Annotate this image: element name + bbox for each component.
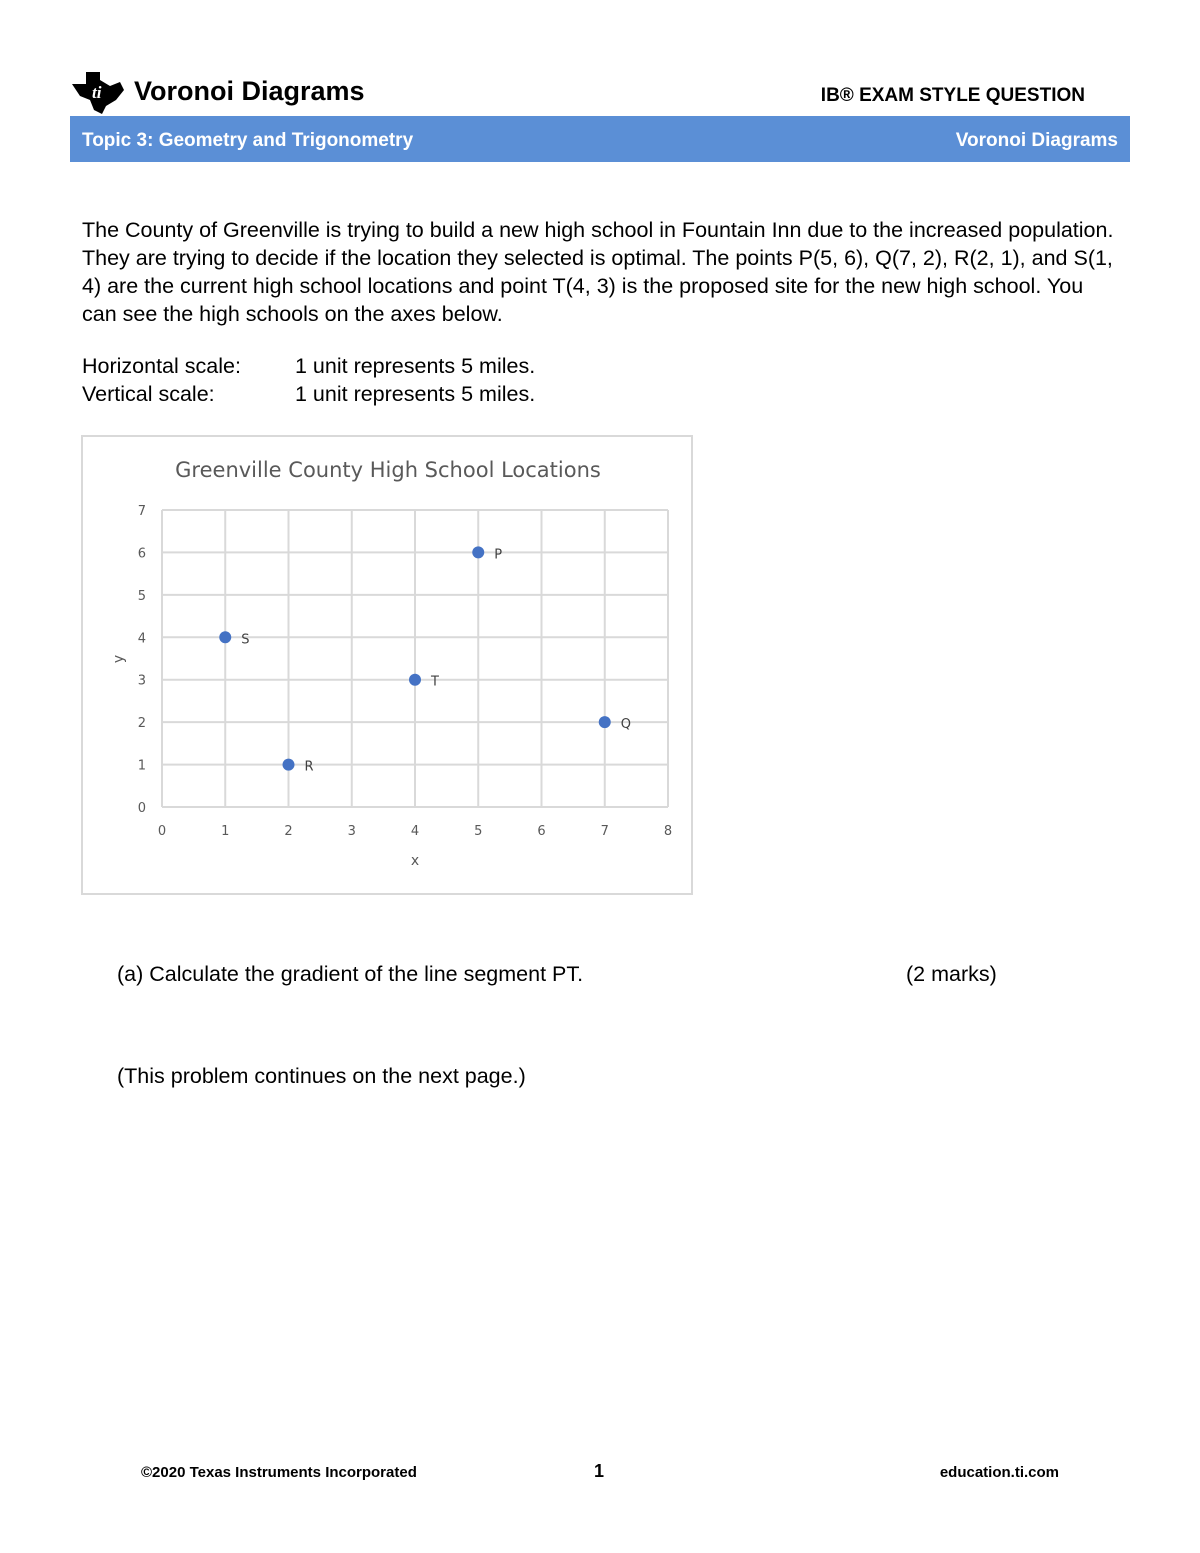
chart-points <box>219 546 631 774</box>
x-tick-label: 0 <box>157 824 167 839</box>
data-label-p: P <box>494 547 503 563</box>
y-tick-label: 7 <box>137 504 146 519</box>
data-label-q: Q <box>620 717 631 733</box>
x-tick-label: 1 <box>221 824 230 839</box>
y-axis-label: y <box>111 654 127 664</box>
y-tick-label: 1 <box>137 758 146 774</box>
question-a: (a) Calculate the gradient of the line segment PT. <box>117 962 584 986</box>
question-a-marks: (2 marks) <box>906 962 997 986</box>
data-label-s: S <box>241 632 250 648</box>
chart-tick-labels <box>138 504 672 839</box>
x-tick-label: 4 <box>410 824 420 839</box>
footer-copyright: ©2020 Texas Instruments Incorporated <box>141 1464 417 1481</box>
chart-grid <box>162 510 668 807</box>
data-point-t <box>409 674 421 686</box>
problem-intro: The County of Greenville is trying to build a new high school in Fountain Inn due to the increased population. They are trying to decide if the location they selected is optimal. The points P(5, 6), Q(7, 2), R(2, 1), and S(1, 4) are the current high school locations and point T(4, 3) is the proposed site for the new high school. You can see the high schools on the axes below. <box>82 218 1114 326</box>
vertical-scale-value: 1 unit represents 5 miles. <box>295 382 536 406</box>
chart-title: Greenville County High School Locations <box>175 458 601 482</box>
topic-banner <box>70 116 1130 162</box>
y-tick-label: 4 <box>137 631 146 647</box>
horizontal-scale-label: Horizontal scale: <box>82 354 241 378</box>
scatter-chart <box>81 435 693 895</box>
x-tick-label: 6 <box>537 824 546 839</box>
x-axis-label: x <box>410 853 420 869</box>
y-tick-label: 0 <box>137 801 146 816</box>
x-tick-label: 7 <box>600 824 609 839</box>
exam-style-label: IB® EXAM STYLE QUESTION <box>820 85 1085 106</box>
x-tick-label: 2 <box>284 824 293 839</box>
vertical-scale <box>82 382 535 407</box>
data-point-r <box>283 759 295 771</box>
y-tick-label: 5 <box>137 588 146 604</box>
topic-label: Topic 3: Geometry and Trigonometry <box>82 130 414 151</box>
footer-site: education.ti.com <box>939 1464 1059 1481</box>
document-title: Voronoi Diagrams <box>134 76 365 106</box>
x-tick-label: 8 <box>663 824 673 839</box>
vertical-scale-label: Vertical scale: <box>82 382 215 406</box>
texas-instruments-logo <box>70 70 126 116</box>
y-tick-label: 6 <box>137 546 146 562</box>
data-point-q <box>599 716 611 728</box>
horizontal-scale-value: 1 unit represents 5 miles. <box>295 354 536 378</box>
data-label-r: R <box>304 759 314 775</box>
footer-page-number: 1 <box>594 1461 605 1481</box>
chart-svg <box>83 437 691 893</box>
x-tick-label: 3 <box>347 824 356 839</box>
x-tick-label: 5 <box>474 824 483 839</box>
horizontal-scale <box>82 354 535 379</box>
data-point-p <box>472 546 484 558</box>
y-tick-label: 3 <box>137 673 146 689</box>
y-tick-label: 2 <box>137 716 146 732</box>
data-label-t: T <box>431 674 439 690</box>
topic-right-label: Voronoi Diagrams <box>955 130 1118 151</box>
continues-note: (This problem continues on the next page.) <box>117 1064 526 1088</box>
svg-text:ti: ti <box>92 83 102 102</box>
data-point-s <box>219 631 231 643</box>
